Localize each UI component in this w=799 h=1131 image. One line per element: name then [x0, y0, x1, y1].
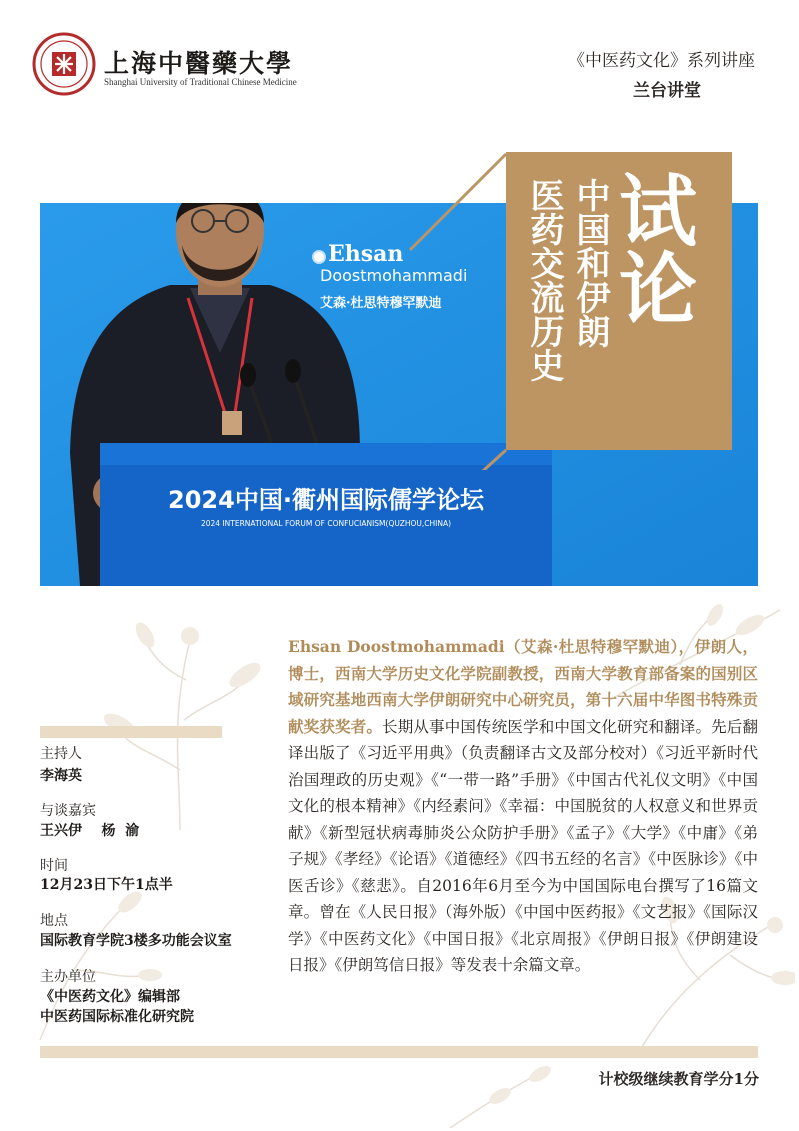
time-value: 12月23日下午1点半 — [40, 877, 173, 893]
bio-highlight: Ehsan Doostmohammadi（艾森·杜思特穆罕默迪），伊朗人，博士，西南大学历史文化学院副教授，西南大学教育部备案的国别区域研究基地西南大学伊朗研究中心研究员，第十六届中华图书特殊贡献奖获奖者。 — [288, 637, 758, 736]
organizer-value-1: 《中医药文化》编辑部 — [40, 989, 180, 1005]
herb-illustration-footer — [440, 1058, 560, 1128]
speaker-bio — [288, 634, 758, 979]
lecture-series: 《中医药文化》系列讲座 — [568, 51, 755, 71]
bio-body: 长期从事中国传统医学和中国文化研究和翻译。先后翻译出版了《习近平用典》（负责翻译古文及部分校对）《习近平新时代治国理政的历史观》《“一带一路”手册》《中国古代礼仪文明》《中国文化的根本精神》《内经素问》《幸福：中国脱贫的人权意义和世界贡献》《新型冠状病毒肺炎公众防护手册》《孟子》《大学》《中庸》《弟子规》《孝经》《论语》《道德经》《四书五经的名言》《中医脉诊》《中医舌诊》《慈悲》。自2016年6月至今为中国国际电台撰写了16篇文章。曾在《人民日报》（海外版）《中国中医药报》《文艺报》《国际汉学》《中医药文化》《中国日报》《北京周报》《伊朗日报》《伊朗建设日报》《伊朗笃信日报》等发表十余篇文章。 — [288, 717, 758, 974]
lecture-title-line2: 医药交流历史 — [524, 178, 564, 382]
lecture-title-line1: 中国和伊朗 — [570, 178, 610, 348]
podium-title: 2024中国·衢州国际儒学论坛 — [168, 486, 484, 514]
university-name-en: Shanghai University of Traditional Chinese Medicine — [104, 77, 297, 87]
herb-illustration-left — [80, 600, 280, 830]
credit-note: 计校级继续教育学分1分 — [598, 1070, 759, 1088]
guests-value: 王兴伊 杨 渝 — [40, 823, 140, 839]
lecture-title-main: 试论 — [606, 170, 697, 326]
time-label: 时间 — [40, 858, 68, 874]
sidebar-divider — [40, 726, 222, 738]
university-name-cn: 上海中醫藥大學 — [104, 49, 294, 78]
guests-label: 与谈嘉宾 — [40, 803, 96, 819]
lecture-venue: 兰台讲堂 — [633, 81, 701, 101]
speaker-first-name: Ehsan — [328, 241, 404, 267]
place-label: 地点 — [40, 913, 68, 929]
footer-divider — [40, 1046, 758, 1058]
speaker-last-name: Doostmohammadi — [320, 266, 468, 285]
speaker-name-cn: 艾森·杜思特穆罕默迪 — [320, 296, 442, 311]
organizer-value-2: 中医药国际标准化研究院 — [40, 1009, 194, 1025]
speaker-bullet-icon — [312, 250, 326, 264]
host-label: 主持人 — [40, 746, 82, 762]
university-seal-icon — [32, 32, 96, 96]
place-value: 国际教育学院3楼多功能会议室 — [40, 933, 232, 949]
title-frame-line — [400, 150, 520, 470]
host-value: 李海英 — [40, 768, 82, 784]
podium-subtitle: 2024 INTERNATIONAL FORUM OF CONFUCIANISM(QUZHOU,CHINA) — [200, 519, 452, 528]
organizer-label: 主办单位 — [40, 969, 96, 985]
